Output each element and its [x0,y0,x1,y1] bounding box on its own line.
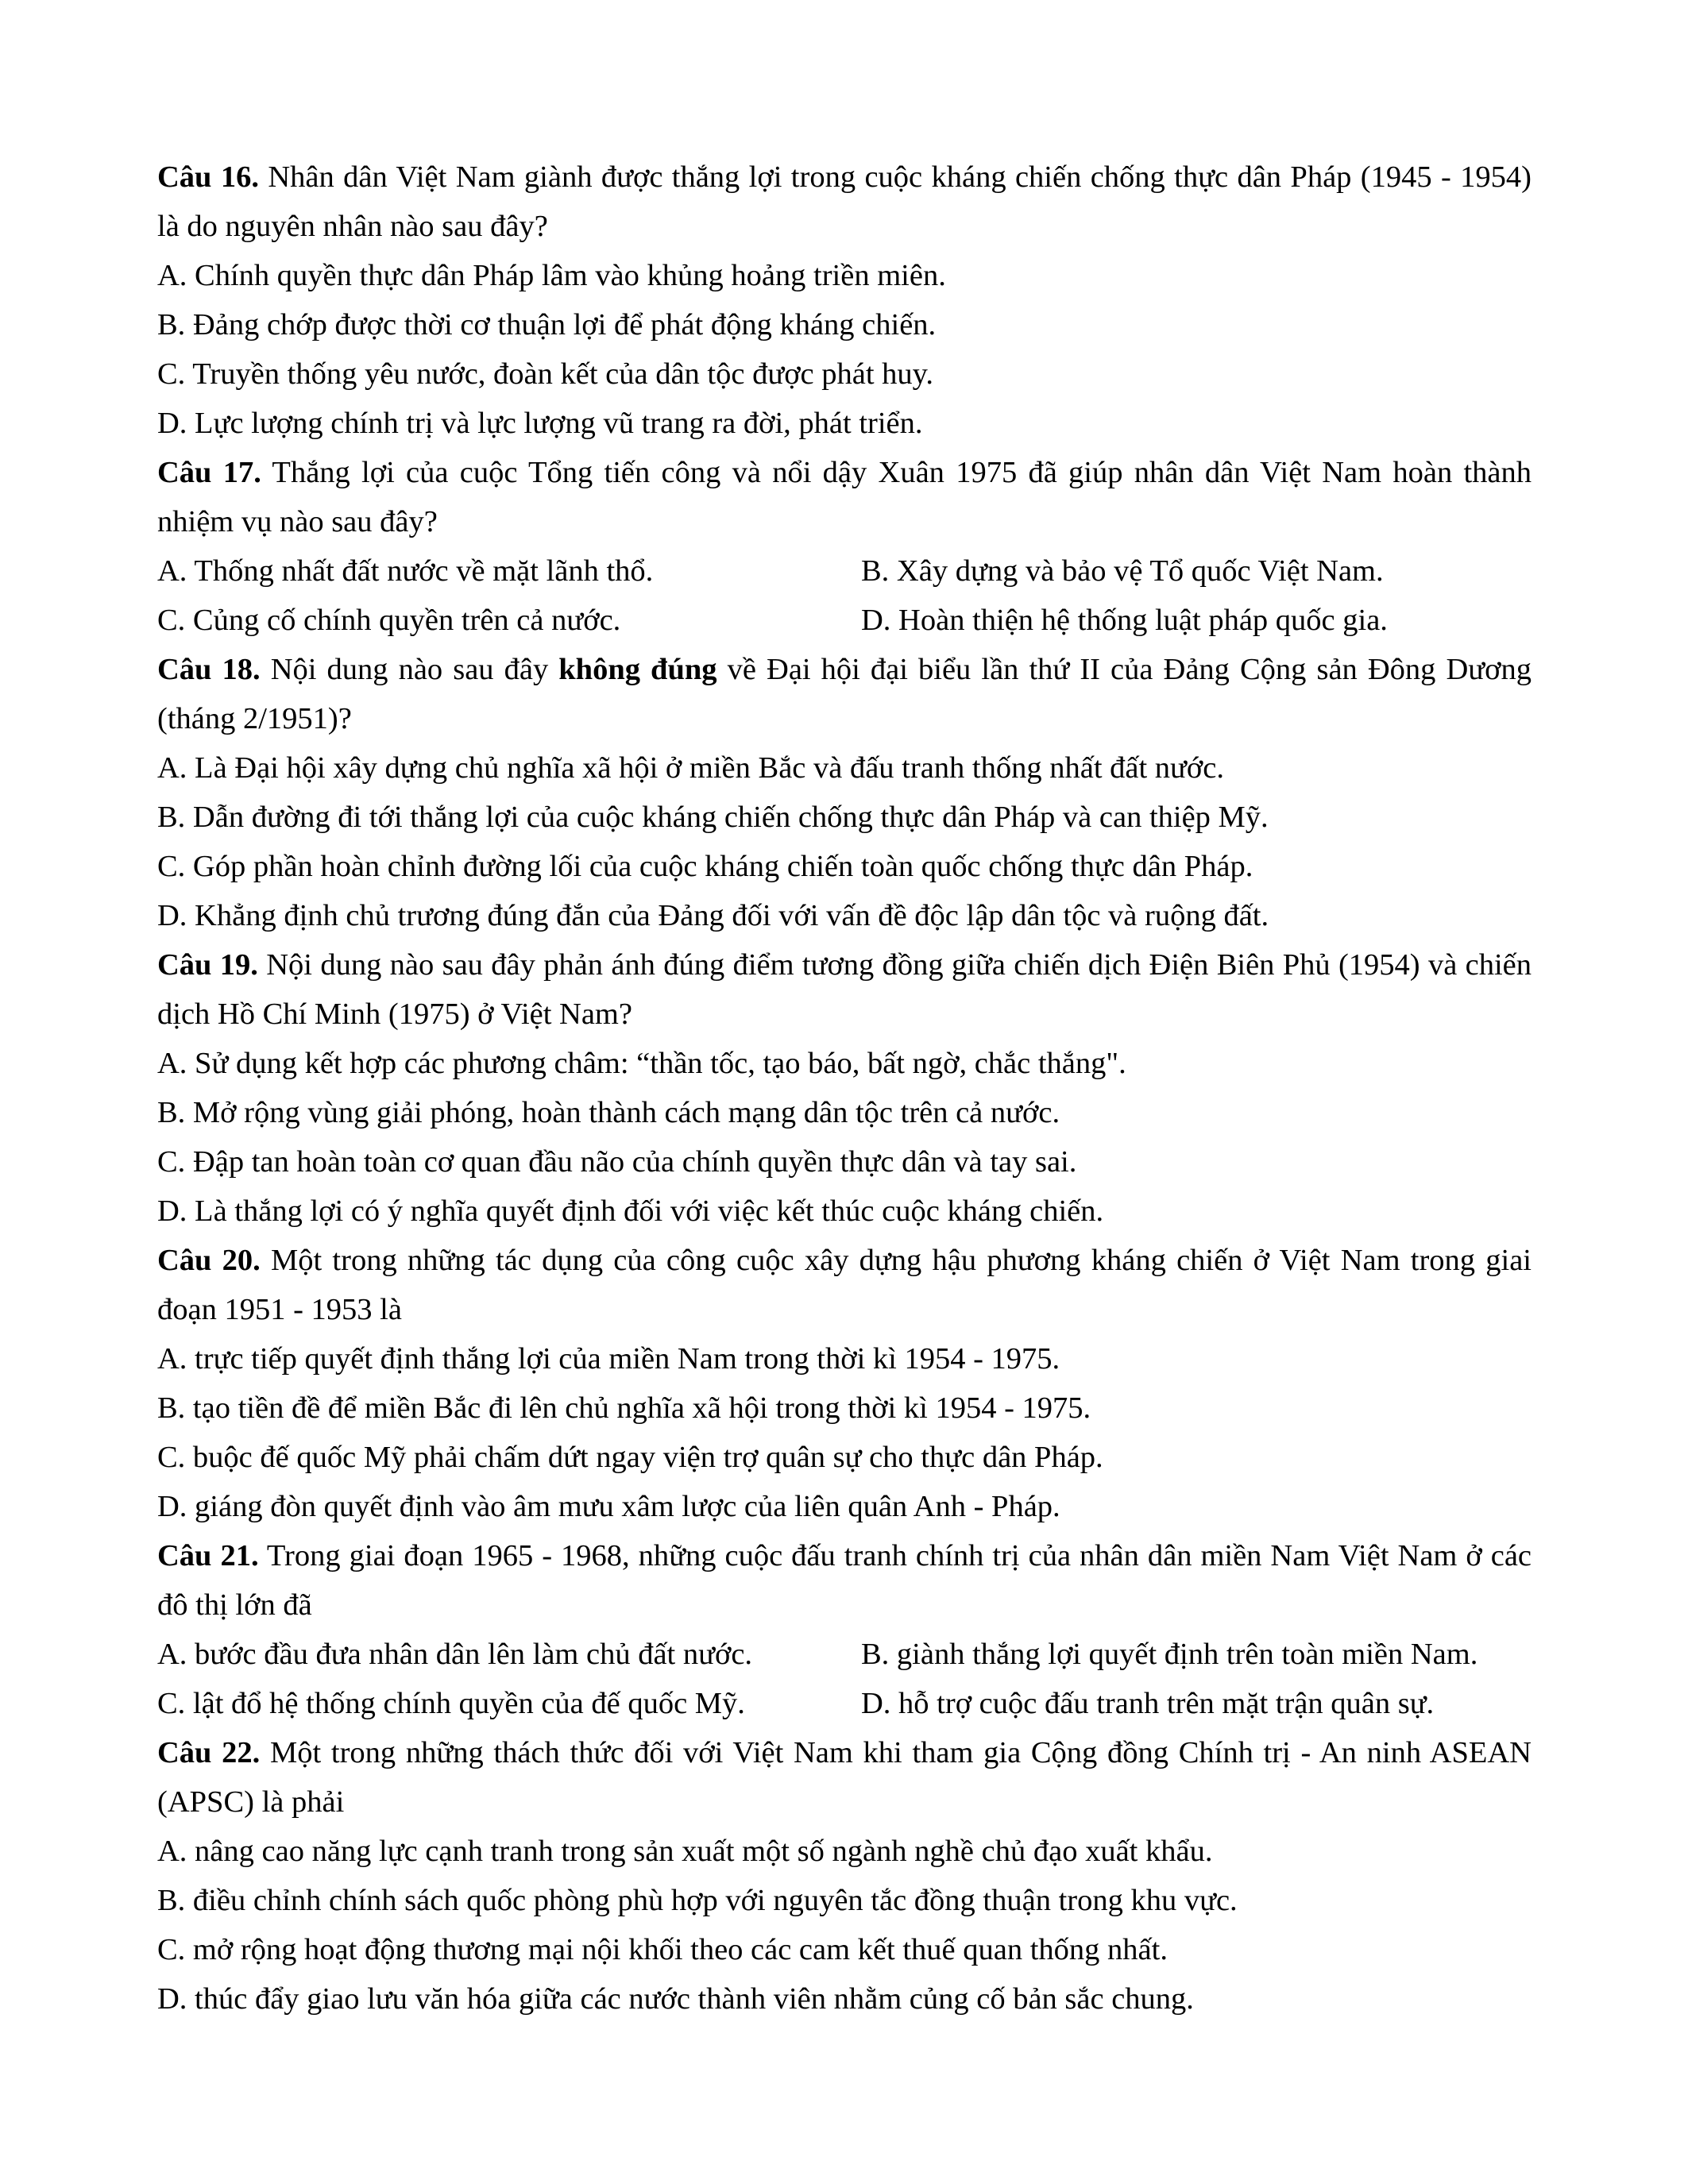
option-b: B. điều chỉnh chính sách quốc phòng phù hợp với nguyên tắc đồng thuận trong khu vực. [157,1884,1238,1917]
question-number: Câu 18. [157,653,261,686]
option-b: B. Dẫn đường đi tới thắng lợi của cuộc kháng chiến chống thực dân Pháp và can thiệp Mỹ. [157,801,1269,834]
options-grid [157,1630,1532,1728]
question-stem [157,448,1532,546]
question-stem [157,940,1532,1039]
option-c: C. Truyền thống yêu nước, đoàn kết của dân tộc được phát huy. [157,357,934,391]
options-grid [157,546,1532,645]
option-b: B. tạo tiền đề để miền Bắc đi lên chủ nghĩa xã hội trong thời kì 1954 - 1975. [157,1391,1091,1425]
question-18 [157,645,1532,940]
option-b: B. giành thắng lợi quyết định trên toàn miền Nam. [861,1638,1478,1671]
option-d: D. thúc đẩy giao lưu văn hóa giữa các nước thành viên nhằm củng cố bản sắc chung. [157,1982,1194,2016]
option-a: A. trực tiếp quyết định thắng lợi của miền Nam trong thời kì 1954 - 1975. [157,1342,1060,1376]
option-a: A. Chính quyền thực dân Pháp lâm vào khủng hoảng triền miên. [157,259,946,292]
question-20 [157,1236,1532,1531]
option-a: A. Sử dụng kết hợp các phương châm: “thần tốc, tạo báo, bất ngờ, chắc thắng". [157,1047,1126,1080]
question-text: Nội dung nào sau đây phản ánh đúng điểm tương đồng giữa chiến dịch Điện Biên Phủ (1954) và chiến dịch Hồ Chí Minh (1975) ở Việt Nam? [157,948,1532,1031]
question-stem [157,645,1532,743]
question-16 [157,152,1532,448]
question-stem [157,1236,1532,1334]
option-d: D. giáng đòn quyết định vào âm mưu xâm lược của liên quân Anh - Pháp. [157,1490,1060,1523]
question-number: Câu 17. [157,456,261,489]
exam-page [157,152,1532,2024]
question-text: Một trong những tác dụng của công cuộc xây dựng hậu phương kháng chiến ở Việt Nam trong giai đoạn 1951 - 1953 là [157,1244,1532,1326]
question-text-after: về Đại hội đại biểu lần thứ II của Đảng Cộng sản Đông Dương (tháng 2/1951)? [157,653,1532,735]
question-stem [157,1728,1532,1827]
option-b: B. Đảng chớp được thời cơ thuận lợi để phát động kháng chiến. [157,308,937,341]
options-list [157,1334,1532,1531]
option-a: A. Thống nhất đất nước về mặt lãnh thổ. [157,554,654,588]
question-text: Một trong những thách thức đối với Việt Nam khi tham gia Cộng đồng Chính trị - An ninh ASEAN (APSC) là phải [157,1736,1532,1819]
question-text: Trong giai đoạn 1965 - 1968, những cuộc đấu tranh chính trị của nhân dân miền Nam Việt Nam ở các đô thị lớn đã [157,1539,1532,1622]
options-list [157,1827,1532,2024]
question-22 [157,1728,1532,2024]
question-number: Câu 21. [157,1539,259,1572]
option-d: D. hỗ trợ cuộc đấu tranh trên mặt trận quân sự. [861,1687,1435,1720]
option-c: C. Củng cố chính quyền trên cả nước. [157,604,621,637]
option-a: A. Là Đại hội xây dựng chủ nghĩa xã hội ở miền Bắc và đấu tranh thống nhất đất nước. [157,751,1224,785]
option-b: B. Mở rộng vùng giải phóng, hoàn thành cách mạng dân tộc trên cả nước. [157,1096,1060,1129]
option-d: D. Là thắng lợi có ý nghĩa quyết định đối với việc kết thúc cuộc kháng chiến. [157,1194,1104,1228]
question-number: Câu 20. [157,1244,261,1277]
question-17 [157,448,1532,645]
option-d: D. Hoàn thiện hệ thống luật pháp quốc gia. [861,604,1388,637]
option-c: C. buộc đế quốc Mỹ phải chấm dứt ngay viện trợ quân sự cho thực dân Pháp. [157,1441,1103,1474]
question-21 [157,1531,1532,1728]
option-c: C. Đập tan hoàn toàn cơ quan đầu não của chính quyền thực dân và tay sai. [157,1145,1077,1179]
option-c: C. Góp phần hoàn chỉnh đường lối của cuộc kháng chiến toàn quốc chống thực dân Pháp. [157,850,1253,883]
option-c: C. mở rộng hoạt động thương mại nội khối theo các cam kết thuế quan thống nhất. [157,1933,1168,1966]
question-text-before: Nội dung nào sau đây [260,653,559,686]
options-list [157,1039,1532,1236]
option-a: A. nâng cao năng lực cạnh tranh trong sản xuất một số ngành nghề chủ đạo xuất khẩu. [157,1835,1213,1868]
options-list [157,251,1532,448]
option-d: D. Lực lượng chính trị và lực lượng vũ trang ra đời, phát triển. [157,407,923,440]
question-number: Câu 16. [157,160,259,194]
option-d: D. Khẳng định chủ trương đúng đắn của Đảng đối với vấn đề độc lập dân tộc và ruộng đất. [157,899,1269,932]
question-number: Câu 22. [157,1736,261,1769]
option-a: A. bước đầu đưa nhân dân lên làm chủ đất nước. [157,1638,753,1671]
question-stem [157,152,1532,251]
option-b: B. Xây dựng và bảo vệ Tổ quốc Việt Nam. [861,554,1384,588]
question-text: Nhân dân Việt Nam giành được thắng lợi trong cuộc kháng chiến chống thực dân Pháp (1945 - 1954) là do nguyên nhân nào sau đây? [157,160,1532,243]
question-stem [157,1531,1532,1630]
question-number: Câu 19. [157,948,258,982]
question-19 [157,940,1532,1236]
question-text: Thắng lợi của cuộc Tổng tiến công và nổi dậy Xuân 1975 đã giúp nhân dân Việt Nam hoàn thành nhiệm vụ nào sau đây? [157,456,1532,538]
options-list [157,743,1532,940]
question-emphasis: không đúng [558,653,717,686]
option-c: C. lật đổ hệ thống chính quyền của đế quốc Mỹ. [157,1687,745,1720]
